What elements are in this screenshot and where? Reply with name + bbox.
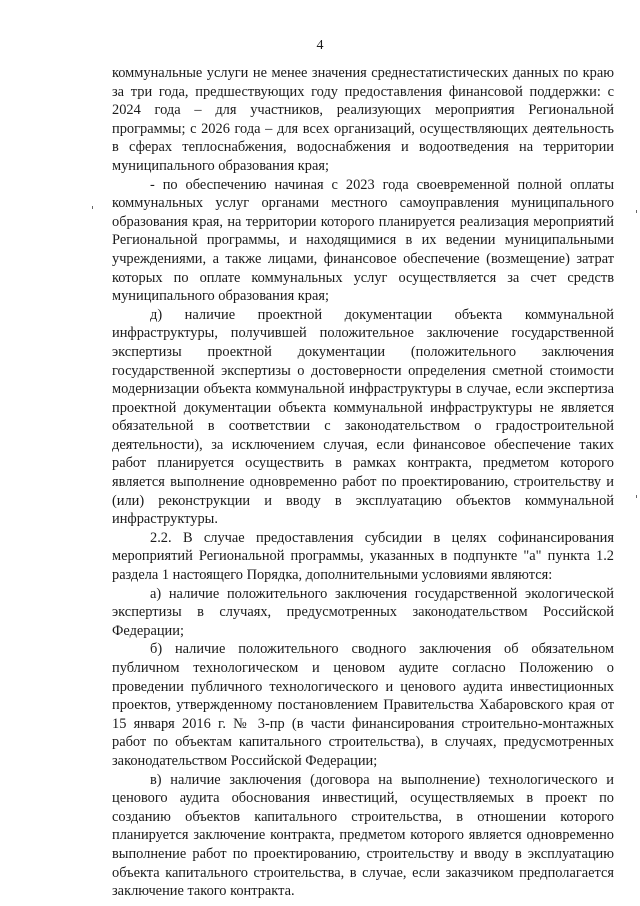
- paragraph-section-2-2: 2.2. В случае предоставления субсидии в целях софинансирования мероприятий Региональной программы, указанных в подпункте "а" пункта 1.2 раздела 1 настоящего Порядка, дополнительными условиями являются:: [112, 529, 614, 584]
- scan-mark: [92, 206, 93, 209]
- paragraph-condition-b: б) наличие положительного сводного заключения об обязательном публичном технологическом и ценовом аудите согласно Положению о проведении публичного технологического и ценового аудита инвестиционных проектов, утвержденному постановлением Правительства Хабаровского края от 15 января 2016 г. № 3-пр (в части финансирования строительно-монтажных работ по объектам капитального строительства), в случаях, предусмотренных законодательством Российской Федерации;: [112, 641, 614, 769]
- scan-mark: [636, 210, 637, 213]
- paragraph-payment-obligation: - по обеспечению начиная с 2023 года своевременной полной оплаты коммунальных услуг органами местного самоуправления муниципального образования края, на территории которого планируется реализация мероприятий Региональной программы, и находящимися в их ведении муниципальными учреждениями, а также лицами, финансовое обеспечение (возмещение) затрат которых по оплате коммунальных услуг осуществляется за счет средств муниципального образования края;: [112, 176, 614, 305]
- page-number: 4: [316, 38, 324, 53]
- document-body: [112, 64, 614, 901]
- paragraph-condition-v: в) наличие заключения (договора на выполнение) технологического и ценового аудита обоснования инвестиций, осуществляемых в проект по созданию объектов капитального строительства, в отношении которого планируется заключение контракта, предметом которого является одновременно выполнение работ по проектированию, строительству и вводу в эксплуатацию объекта капитального строительства, в случае, если заказчиком предполагается заключение такого контракта.: [112, 771, 614, 900]
- paragraph-condition-a: а) наличие положительного заключения государственной экологической экспертизы в случаях, предусмотренных законодательством Российской Федерации;: [112, 585, 614, 639]
- scan-mark: [636, 495, 637, 498]
- paragraph-continuation: коммунальные услуги не менее значения среднестатистических данных по краю за три года, предшествующих году предоставления финансовой поддержки: с 2024 года – для участников, реализующих мероприятия Региональной программы; с 2026 года – для всех организаций, осуществляющих деятельность в сферах теплоснабжения, водоснабжения и водоотведения на территории муниципального образования края;: [112, 65, 614, 174]
- paragraph-project-documentation: д) наличие проектной документации объекта коммунальной инфраструктуры, получившей положительное заключение государственной экспертизы проектной документации (положительного заключения государственной экспертизы о достоверности определения сметной стоимости модернизации объекта коммунальной инфраструктуры в случае, если экспертиза проектной документации объекта коммунальной инфраструктуры не является обязательной в соответствии с законодательством о градостроительной деятельности), за исключением случая, если финансовое обеспечение таких работ планируется осуществить в рамках контракта, предметом которого является выполнение одновременно работ по проектированию, строительству и (или) реконструкции и вводу в эксплуатацию объектов коммунальной инфраструктуры.: [112, 306, 614, 528]
